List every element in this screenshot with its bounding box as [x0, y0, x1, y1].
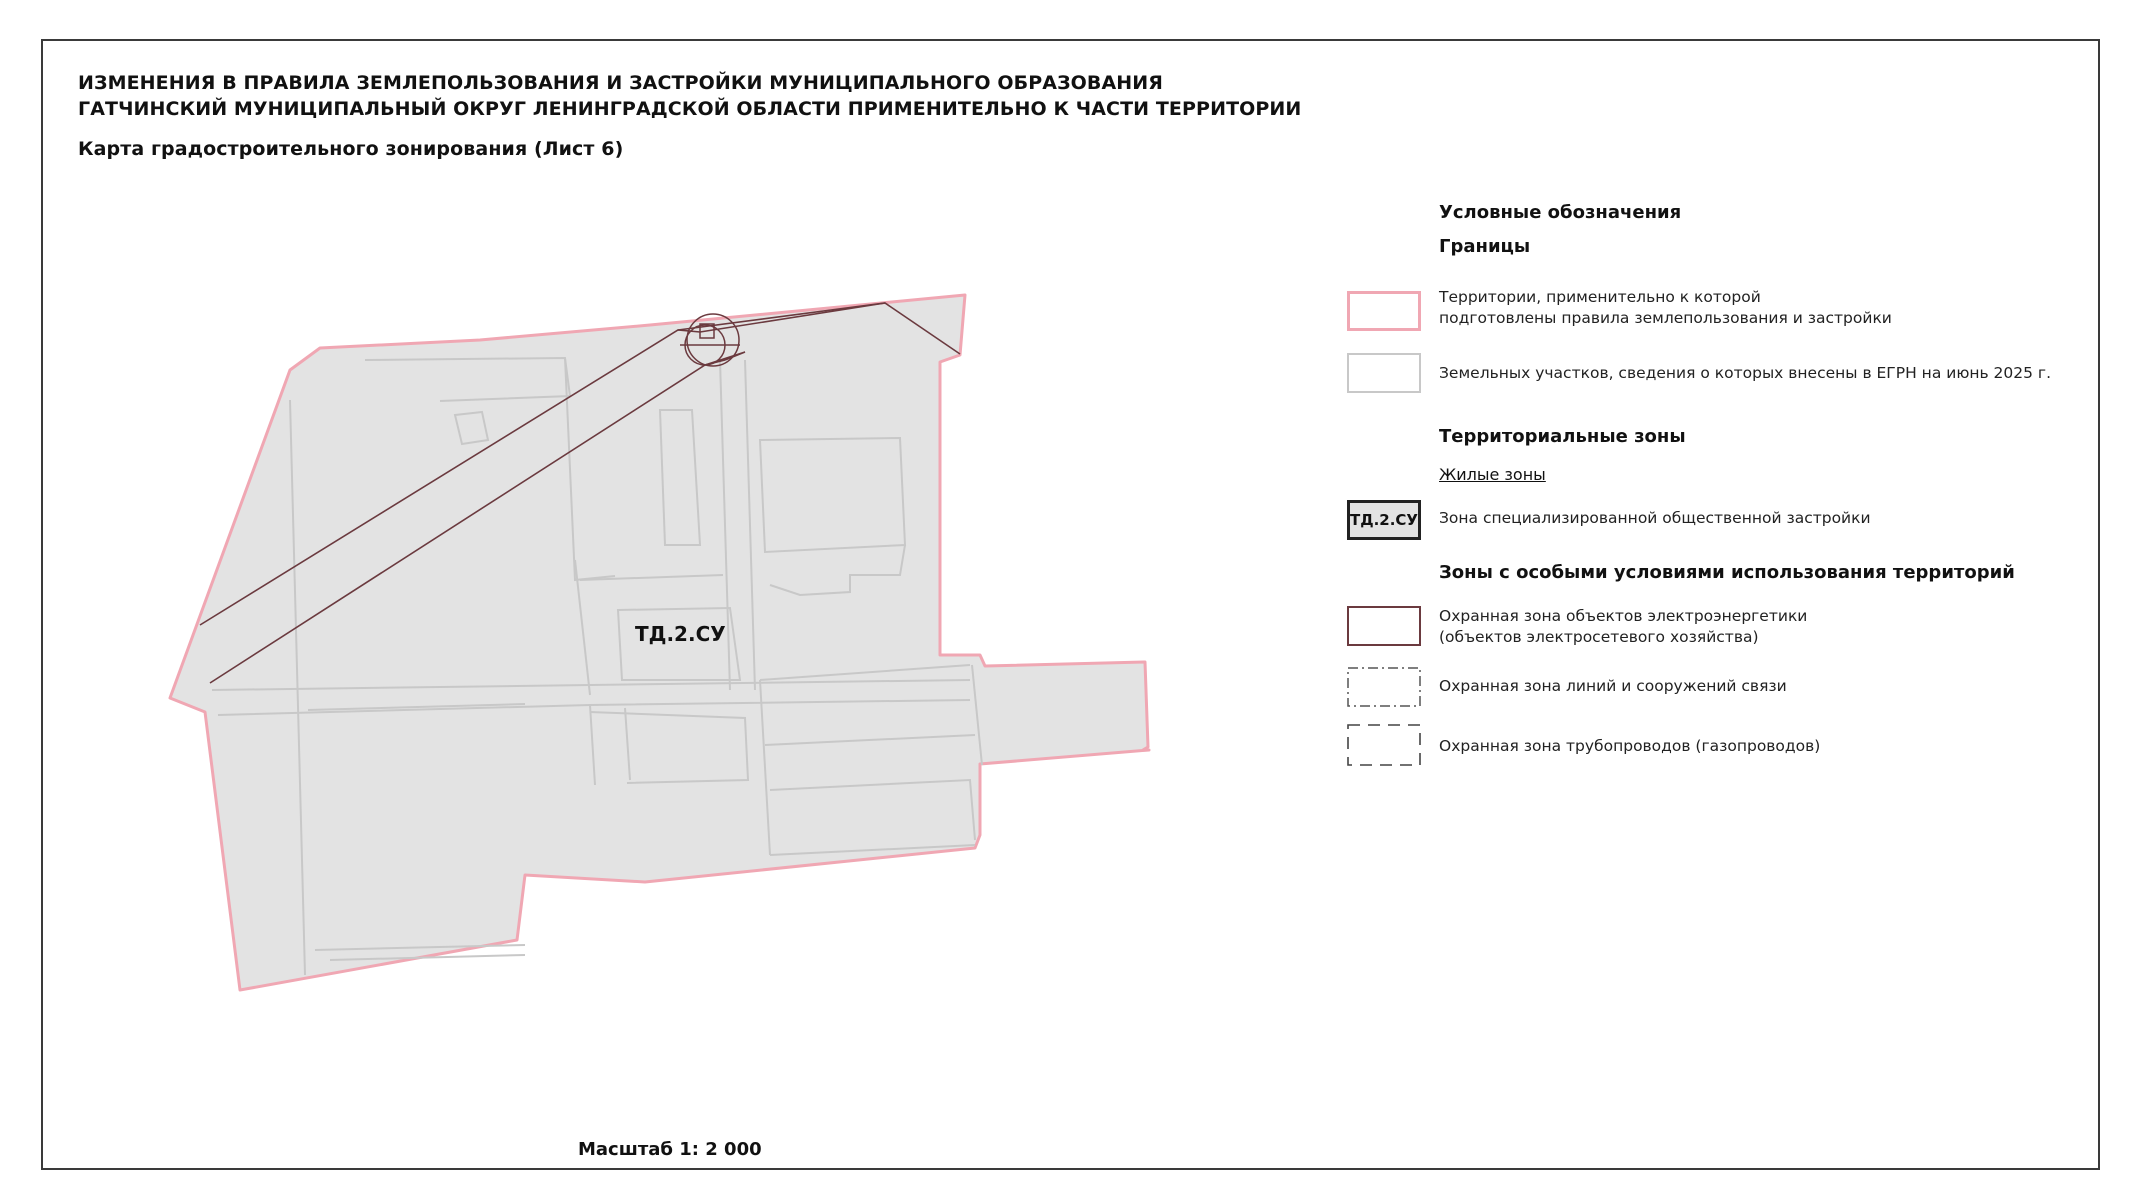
legend-power-zone-line2: (объектов электросетевого хозяйства) [1439, 628, 1759, 646]
legend-zones-heading: Территориальные зоны [1439, 426, 1686, 447]
power-zone-symbol [1347, 606, 1421, 646]
legend-boundaries-heading: Границы [1439, 236, 1531, 257]
legend-power-zone-line1: Охранная зона объектов электроэнергетики [1439, 607, 1808, 625]
legend-item-territory [1439, 287, 1892, 329]
communications-zone-symbol [1347, 667, 1421, 707]
legend-item-territory-line2: подготовлены правила землепользования и застройки [1439, 309, 1892, 327]
territory-boundary-symbol [1347, 291, 1421, 331]
document-title-line2: ГАТЧИНСКИЙ МУНИЦИПАЛЬНЫЙ ОКРУГ ЛЕНИНГРАДСКОЙ ОБЛАСТИ ПРИМЕНИТЕЛЬНО К ЧАСТИ ТЕРРИТОРИИ [78, 98, 1302, 120]
document-title-line1: ИЗМЕНЕНИЯ В ПРАВИЛА ЗЕМЛЕПОЛЬЗОВАНИЯ И ЗАСТРОЙКИ МУНИЦИПАЛЬНОГО ОБРАЗОВАНИЯ [78, 72, 1164, 94]
legend-special-heading: Зоны с особыми условиями использования территорий [1439, 562, 2015, 583]
legend-pipeline-zone: Охранная зона трубопроводов (газопроводов) [1439, 737, 1821, 755]
legend-item-territory-line1: Территории, применительно к которой [1439, 288, 1761, 306]
legend-item-parcels: Земельных участков, сведения о которых внесены в ЕГРН на июнь 2025 г. [1439, 364, 2052, 382]
pipeline-zone-symbol [1347, 724, 1421, 766]
zone-label: ТД.2.СУ [635, 622, 726, 646]
legend-zone-text: Зона специализированной общественной застройки [1439, 509, 1871, 527]
legend-title: Условные обозначения [1439, 202, 1682, 223]
parcel-symbol [1347, 353, 1421, 393]
map-scale: Масштаб 1: 2 000 [578, 1139, 762, 1160]
legend-residential-zones: Жилые зоны [1439, 465, 1546, 484]
legend-communications-zone: Охранная зона линий и сооружений связи [1439, 677, 1787, 695]
legend-power-zone [1439, 606, 1807, 648]
map-subtitle: Карта градостроительного зонирования (Лист 6) [78, 138, 624, 160]
zone-code-symbol: ТД.2.СУ [1347, 500, 1421, 540]
